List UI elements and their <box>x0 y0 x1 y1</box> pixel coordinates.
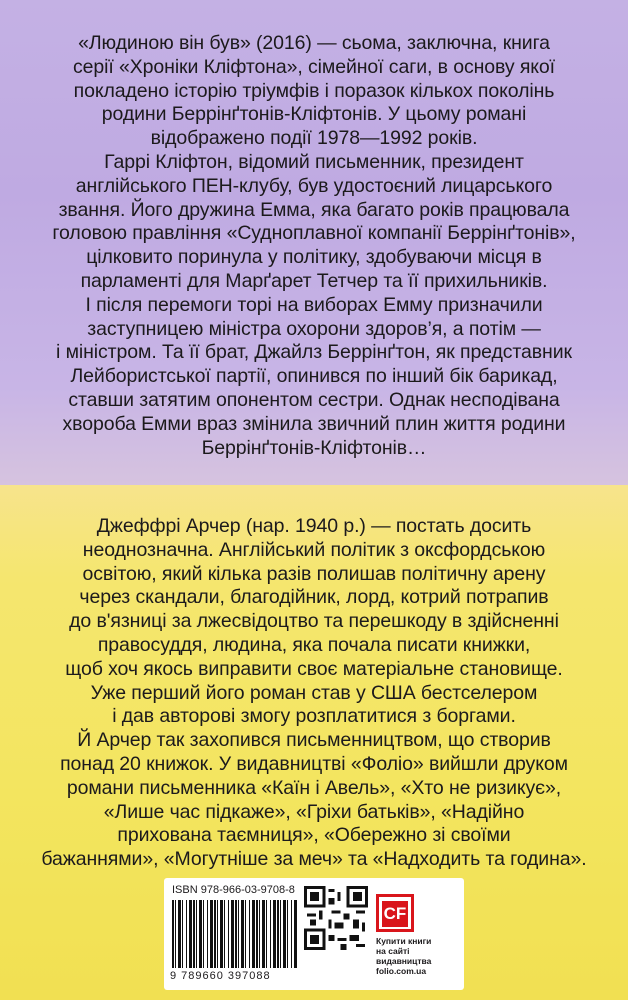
publisher-logo <box>376 894 414 932</box>
isbn-label: ISBN 978-966-03-9708-8 <box>172 884 295 896</box>
author-bio <box>14 515 614 872</box>
bio-line: правосуддя, людина, яка почала писати книжки, <box>97 633 531 656</box>
annotation-line: «Людиною він був» (2016) — сьома, заключна, книга <box>78 32 550 54</box>
barcode-image <box>172 900 297 968</box>
bio-line: і дав авторові змогу розплатитися з боргами. <box>112 705 516 728</box>
bio-line: романи письменника «Каїн і Авель», «Хто не ризикує», <box>66 776 562 799</box>
barcode-number: 9 789660 397088 <box>170 970 271 982</box>
bio-line: щоб хоч якось виправити своє матеріальне становище. <box>65 657 563 680</box>
annotation-line: хвороба Емми враз змінила звичний плин життя родини <box>62 412 566 435</box>
isbn-barcode-panel <box>164 878 464 990</box>
annotation-line: цілковито поринула у політику, здобуваючи місця в <box>86 246 542 269</box>
annotation-line: Лейбористської партії, опинився по інший бік барикад, <box>70 365 558 388</box>
bio-line: бажаннями», «Могутніше за меч» та «Надходить та година». <box>41 848 587 871</box>
annotation-line: звання. Його дружина Емма, яка багато років працювала <box>58 198 570 221</box>
annotation-line: родини Беррінґтонів-Кліфтонів. У цьому романі <box>101 103 527 126</box>
buy-note-line: на сайті <box>376 946 410 956</box>
buy-online-note <box>376 936 460 976</box>
annotation-line: Беррінґтонів-Кліфтонів… <box>201 436 427 459</box>
buy-note-line: видавництва <box>376 956 432 966</box>
annotation-line: покладено історію тріумфів і поразок кількох поколінь <box>73 79 555 102</box>
annotation-line: серії «Хроніки Кліфтона», сімейної саги, в основу якої <box>73 55 555 78</box>
bio-line: Джеффрі Арчер (нар. 1940 р.) — постать досить <box>96 515 532 537</box>
buy-note-line: Купити книги <box>376 936 432 946</box>
annotation-line: І після перемоги торі на виборах Емму призначили <box>85 293 543 316</box>
annotation-line: і міністром. Та її брат, Джайлз Беррінґтон, як представник <box>56 341 572 364</box>
annotation-panel-top <box>0 0 628 485</box>
annotation-line: парламенті для Марґарет Тетчер та її прихильників. <box>80 269 548 292</box>
annotation-line: заступницею міністра охорони здоров’я, а потім — <box>87 317 541 340</box>
publisher-website-link[interactable]: folio.com.ua <box>376 966 427 976</box>
bio-line: до в'язниці за лжесвідоцтво та перешкоду в здійсненні <box>69 610 559 633</box>
bio-line: «Лише час підкаже», «Гріхи батьків», «Надійно <box>103 800 525 823</box>
bio-line: освітою, який кілька разів полишав політичну арену <box>82 562 546 585</box>
bio-line: прихована таємниця», «Обережно зі своїми <box>117 824 511 847</box>
annotation-line: відображено події 1978—1992 років. <box>150 127 478 150</box>
annotation-line: Гаррі Кліфтон, відомий письменник, президент <box>104 150 524 173</box>
bio-line: понад 20 книжок. У видавництві «Фоліо» вийшли друком <box>60 752 568 775</box>
bio-line: Й Арчер так захопився письменництвом, що створив <box>77 729 551 752</box>
book-annotation <box>14 32 614 460</box>
publisher-logo-text: CF <box>382 901 408 927</box>
annotation-line: англійського ПЕН-клубу, був удостоєний лицарського <box>75 174 553 197</box>
qr-code-icon <box>304 886 368 950</box>
annotation-line: головою правління «Судноплавної компанії Беррінґтонів», <box>52 222 576 245</box>
bio-line: через скандали, благодійник, лорд, котрий потрапив <box>79 586 549 609</box>
annotation-line: ставши затятим опонентом сестри. Однак несподівана <box>68 388 560 411</box>
bio-line: Уже перший його роман став у США бестселером <box>90 681 538 704</box>
bio-line: неоднозначна. Англійський політик з оксфордською <box>82 538 546 561</box>
